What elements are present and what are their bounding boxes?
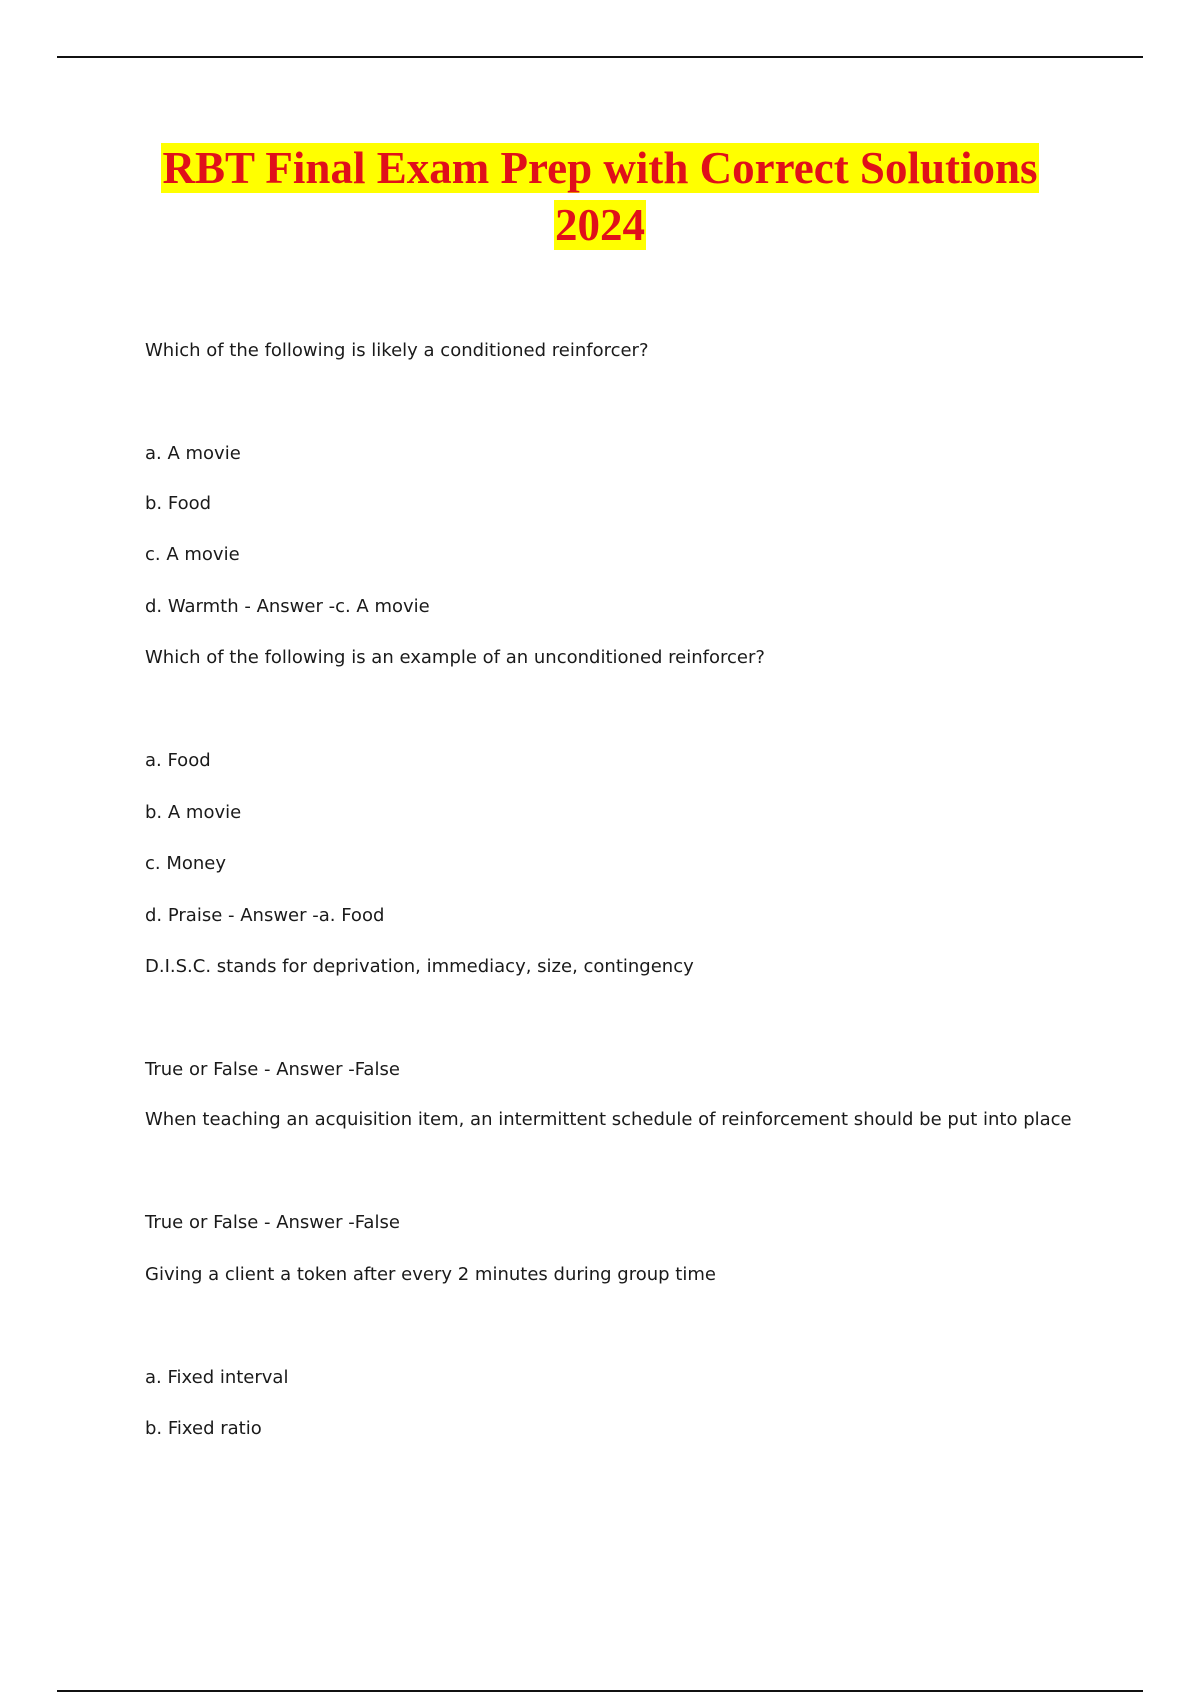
question-2: Which of the following is an example of an unconditioned reinforcer? [145,647,765,668]
q1-option-b: b. Food [145,493,212,514]
title-line-2: 2024 [555,200,645,250]
q5-option-a: a. Fixed interval [145,1367,289,1388]
q4-answer: True or False - Answer -False [145,1212,400,1233]
question-5: Giving a client a token after every 2 minutes during group time [145,1264,716,1285]
q1-option-d-answer: d. Warmth - Answer -c. A movie [145,596,430,617]
question-4: When teaching an acquisition item, an intermittent schedule of reinforcement should be put into place [145,1109,1072,1130]
q1-option-c: c. A movie [145,544,240,565]
q2-option-b: b. A movie [145,802,242,823]
title-line-1: RBT Final Exam Prep with Correct Solutions [162,143,1038,193]
q5-option-b: b. Fixed ratio [145,1418,262,1439]
question-3: D.I.S.C. stands for deprivation, immediacy, size, contingency [145,956,694,977]
q2-option-c: c. Money [145,853,227,874]
q2-option-a: a. Food [145,750,211,771]
q3-answer: True or False - Answer -False [145,1059,400,1080]
bottom-rule [57,1690,1143,1692]
q1-option-a: a. A movie [145,443,241,464]
q2-option-d-answer: d. Praise - Answer -a. Food [145,905,385,926]
question-1: Which of the following is likely a conditioned reinforcer? [145,340,649,361]
